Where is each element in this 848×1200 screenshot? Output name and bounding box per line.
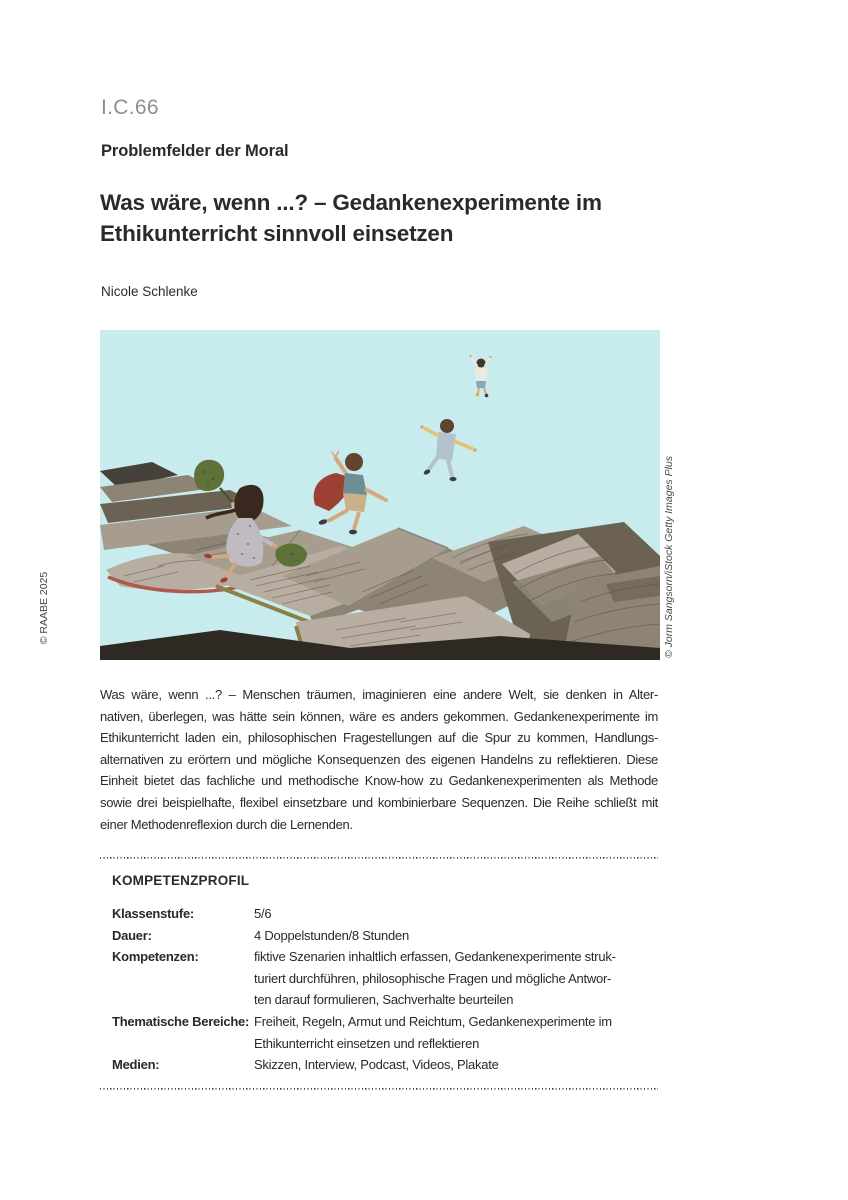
- page-title: [100, 187, 675, 249]
- profile-value: 4 Doppelstunden/8 Stunden: [254, 927, 409, 943]
- profile-value: 5/6: [254, 906, 272, 921]
- series-title: Problemfelder der Moral: [101, 142, 289, 160]
- unit-code: I.C.66: [101, 96, 159, 119]
- profile-label: Thematische Bereiche:: [112, 1013, 250, 1029]
- profile-heading: KOMPETENZPROFIL: [112, 873, 250, 888]
- profile-row-thematische-bereiche: [112, 1011, 658, 1054]
- author-name: Nicole Schlenke: [101, 284, 198, 299]
- divider-top: [100, 857, 658, 859]
- cover-illustration: [100, 330, 660, 660]
- profile-row-klassenstufe: [112, 903, 658, 925]
- profile-label: Medien:: [112, 1057, 160, 1073]
- profile-value: fiktive Szenarien inhaltlich erfassen, Gedankenexperimente struk- turiert durchführen, philosophische Fragen und mögliche Antwor- ten darauf formulieren, Sachverhalte beurteilen: [254, 949, 616, 1008]
- profile-value: Skizzen, Interview, Podcast, Videos, Plakate: [254, 1057, 499, 1073]
- profile-row-medien: [112, 1054, 658, 1076]
- divider-bottom: [100, 1088, 658, 1090]
- small-child-shirt: [475, 368, 488, 381]
- image-credit: © Jorm Sangsorn/iStock Getty Images Plus: [663, 455, 675, 659]
- books-illustration-svg: [100, 330, 660, 660]
- publisher-copyright: © RAABE 2025: [38, 571, 50, 645]
- profile-label: Dauer:: [112, 927, 152, 943]
- profile-label: Klassenstufe:: [112, 906, 194, 921]
- profile-row-kompetenzen: [112, 946, 658, 1011]
- profile-value: Freiheit, Regeln, Armut und Reichtum, Gedankenexperimente im Ethikunterricht einsetzen und reflektieren: [254, 1013, 612, 1051]
- competence-profile: [112, 903, 658, 1076]
- profile-label: Kompetenzen:: [112, 949, 199, 965]
- title-line-2: Ethikunterricht sinnvoll einsetzen: [100, 221, 454, 246]
- flying-child-head: [440, 419, 454, 433]
- title-line-1: Was wäre, wenn ...? – Gedankenexperimente im: [100, 190, 602, 215]
- small-child-head: [477, 359, 486, 368]
- profile-row-dauer: [112, 925, 658, 947]
- small-child-shorts: [476, 381, 486, 388]
- intro-paragraph: Was wäre, wenn ...? – Menschen träumen, imaginieren eine andere Welt, sie denken in Alter- nativen, überlegen, was hätte sein können, wäre es anders gekommen. Gedankenexperimente im Ethikunterricht laden ein, philosophischen Fragestellungen auf die Spur zu kommen, Handlungs- alternativen zu erörtern und mögliche Konsequenzen des eigenen Handelns zu reflektieren. Diese Einheit bietet das fachliche und methodische Know-how zu Gedankenexperimenten als Methode sowie drei beispielhafte, flexibel einsetzbare und kombinierbare Sequenzen. Die Reihe schließt mit einer Methodenreflexion durch die Lernenden.: [100, 687, 658, 832]
- boy-head: [345, 453, 363, 471]
